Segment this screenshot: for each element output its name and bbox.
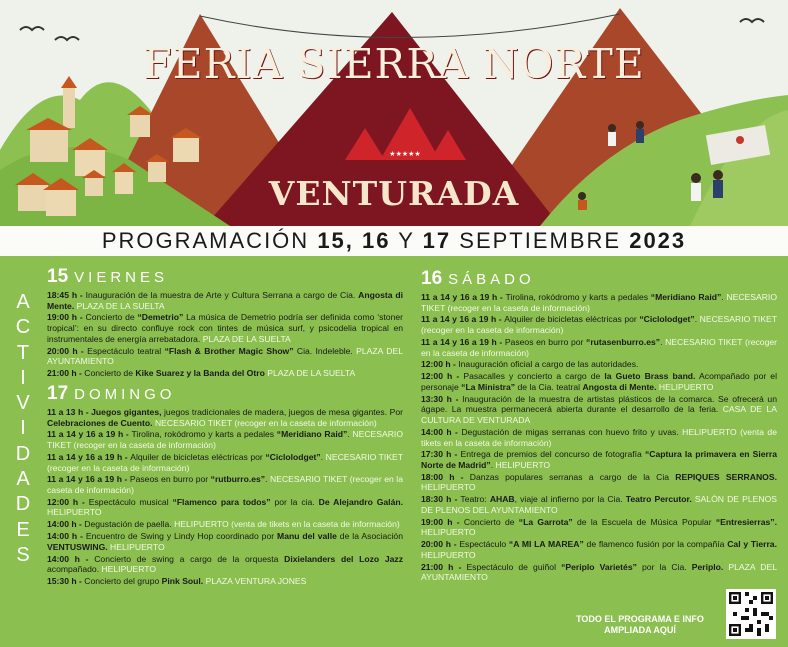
event-text: de la Escuela de Música Popular bbox=[572, 516, 716, 527]
event-time: 14:00 h - bbox=[47, 519, 85, 530]
programacion-label: PROGRAMACIÓN bbox=[101, 228, 310, 253]
event-text: Juegos gigantes, bbox=[91, 406, 162, 417]
event-item bbox=[421, 517, 777, 538]
event-text: Manu del valle bbox=[277, 531, 337, 542]
event-text: Angosta di Mente. bbox=[47, 290, 403, 311]
vertical-letter: E bbox=[16, 518, 30, 541]
date-conj: Y bbox=[398, 228, 415, 253]
event-text: acompañado. bbox=[47, 564, 102, 575]
event-text: Inauguración oficial a cargo de las autoridades. bbox=[458, 359, 639, 370]
event-text: Danzas populares serranas a cargo de la Cia bbox=[469, 471, 676, 482]
event-text: Espectáculo bbox=[459, 539, 509, 550]
event-text: Dixielanders del Lozo Jazz bbox=[284, 553, 403, 564]
event-time: 15:30 h - bbox=[47, 576, 85, 587]
event-item bbox=[421, 562, 777, 583]
event-text: “La Garrota” bbox=[518, 516, 573, 527]
event-location: NECESARIO TIKET (recoger en la caseta de información) bbox=[47, 474, 403, 495]
event-text: Inauguración de la muestra de artistas plásticos de la comarca. Se ofrecerá un ágape. La muestra permanecerá abierta durante el desarrollo de la feria. bbox=[421, 393, 777, 415]
event-text: “Meridiano Raid” bbox=[650, 292, 722, 302]
date-month: SEPTIEMBRE bbox=[459, 228, 622, 253]
event-text: de la Asociación bbox=[336, 531, 403, 542]
event-item bbox=[47, 290, 403, 311]
event-text: Paseos en burro por bbox=[129, 474, 211, 485]
event-text: Encuentro de Swing y Lindy Hop coordinado por bbox=[85, 531, 278, 542]
event-time: 11 a 14 y 16 a 19 h - bbox=[421, 336, 505, 347]
date-15: 15 bbox=[317, 228, 346, 253]
event-text: La música de Demetrio podría ser definida como ‘stoner tropical’: en su directo confluye rock con tintes de música surf, y psicodelia tropical en instrumentales de energía arrebatadora. bbox=[47, 312, 403, 344]
event-text: Concierto del grupo bbox=[84, 576, 162, 587]
event-text: REPIQUES SERRANOS. bbox=[675, 471, 777, 482]
event-text: Espectáculo teatral bbox=[87, 345, 165, 356]
day-name: VIERNES bbox=[74, 269, 168, 286]
event-text: por la cia. bbox=[270, 496, 319, 507]
event-item bbox=[421, 494, 777, 515]
event-text: Teatro Percutor. bbox=[625, 494, 692, 505]
event-location: HELIPUERTO (venta de tikets en la caseta de información) bbox=[421, 426, 777, 448]
event-time: 14:00 h - bbox=[47, 531, 86, 542]
event-text: . bbox=[660, 336, 666, 347]
event-text: Concierto de bbox=[84, 368, 136, 379]
event-text: “Meridiano Raid” bbox=[276, 429, 348, 440]
day-name: SÁBADO bbox=[448, 271, 535, 288]
qr-code-icon bbox=[729, 592, 773, 636]
event-text: “Ciclolodget” bbox=[265, 451, 321, 462]
event-location: HELIPUERTO bbox=[658, 381, 714, 392]
event-text: . bbox=[694, 314, 700, 325]
event-text: De Alejandro Galán. bbox=[318, 496, 403, 507]
event-text: de flamenco fusión por la compañía bbox=[583, 539, 728, 550]
event-item bbox=[421, 394, 777, 426]
event-text: Degustación de paella. bbox=[84, 519, 175, 530]
event-location: NECESARIO TIKET (recoger en la caseta de información) bbox=[154, 417, 377, 428]
vertical-letter: D bbox=[15, 442, 31, 465]
day-heading bbox=[47, 266, 403, 288]
event-item bbox=[47, 429, 403, 450]
event-item bbox=[421, 472, 777, 493]
qr-code[interactable] bbox=[726, 589, 776, 639]
day-name: DOMINGO bbox=[74, 385, 176, 403]
poster-title: FERIA SIERRA NORTE bbox=[143, 40, 645, 88]
event-text: Celebraciones de Cuento. bbox=[47, 417, 153, 428]
date-17: 17 bbox=[422, 228, 452, 253]
event-location: HELIPUERTO (venta de tikets en la caseta de información) bbox=[174, 519, 400, 530]
day-heading bbox=[421, 268, 777, 290]
vertical-letter: S bbox=[16, 543, 30, 566]
event-text: AHAB bbox=[489, 494, 515, 505]
qr-caption-line-1: TODO EL PROGRAMA E INFO bbox=[576, 614, 704, 624]
program-column-right bbox=[421, 268, 777, 584]
vertical-letter: I bbox=[20, 366, 26, 389]
event-location: NECESARIO TIKET (recoger en la caseta de información) bbox=[47, 429, 404, 451]
event-item bbox=[47, 554, 403, 575]
vertical-letter: D bbox=[15, 493, 31, 516]
event-text: . bbox=[490, 459, 496, 470]
event-location: NECESARIO TIKET (recoger en la caseta de información) bbox=[421, 314, 778, 336]
event-location: HELIPUERTO bbox=[421, 527, 476, 538]
event-text: “Entresierras”. bbox=[715, 516, 777, 527]
event-time: 14:00 h - bbox=[421, 426, 462, 437]
event-text: “Demetrio” bbox=[137, 312, 184, 323]
event-location: PLAZA DEL AYUNTAMIENTO bbox=[421, 561, 777, 583]
event-time: 21:00 h - bbox=[47, 368, 85, 379]
day-heading bbox=[47, 383, 403, 405]
event-location: CASA DE LA CULTURA DE VENTURADA bbox=[421, 404, 777, 426]
event-location: NECESARIO TIKET (recoger en la caseta de información) bbox=[47, 451, 404, 473]
event-text: “rutburro.es” bbox=[210, 474, 266, 485]
hero-illustration bbox=[0, 0, 788, 226]
event-text: juegos tradicionales de madera, juegos de mesa gigantes. Por bbox=[161, 406, 404, 417]
event-text: Concierto de bbox=[463, 516, 519, 527]
vertical-letter: A bbox=[16, 291, 30, 313]
event-item bbox=[421, 371, 777, 392]
event-location: HELIPUERTO bbox=[421, 482, 476, 493]
event-text: . bbox=[265, 474, 270, 485]
vertical-letter: T bbox=[16, 341, 30, 364]
event-time: 19:00 h - bbox=[421, 516, 464, 527]
event-text: “Flamenco para todos” bbox=[172, 496, 271, 507]
event-item bbox=[421, 427, 777, 448]
date-year: 2023 bbox=[629, 228, 687, 253]
event-item bbox=[47, 346, 403, 367]
event-time: 18:00 h - bbox=[421, 471, 470, 482]
event-item bbox=[47, 497, 403, 518]
event-time: 11 a 14 y 16 a 19 h - bbox=[421, 292, 506, 302]
day-number: 16 bbox=[421, 268, 443, 289]
event-item bbox=[421, 337, 777, 358]
vertical-letter: C bbox=[15, 316, 31, 339]
event-location: SALÓN DE PLENOS DE PLENOS DEL AYUNTAMIENTO bbox=[421, 494, 777, 515]
event-text: Paseos en burro por bbox=[504, 336, 587, 347]
event-item bbox=[47, 368, 403, 379]
event-text: “A MI LA MAREA” bbox=[508, 539, 584, 550]
program-column-left bbox=[47, 266, 403, 588]
event-text: por la Cia. bbox=[636, 561, 692, 572]
event-text: Inauguración de la muestra de Arte y Cultura Serrana a cargo de Cia. bbox=[85, 290, 359, 300]
event-location: PLAZA DE LA SUELTA bbox=[202, 333, 291, 344]
event-text: de la Cia. teatral bbox=[515, 381, 583, 392]
event-text: Periplo. bbox=[691, 561, 724, 572]
event-location: PLAZA DEL AYUNTAMIENTO bbox=[47, 345, 403, 367]
event-location: HELIPUERTO bbox=[101, 564, 157, 575]
event-text: Degustación de migas serranas con huevo frito y uvas. bbox=[461, 426, 683, 437]
event-text: . bbox=[320, 451, 326, 462]
event-time: 12:00 h - bbox=[421, 359, 459, 370]
date-16: 16 bbox=[362, 228, 391, 253]
event-item bbox=[421, 449, 777, 470]
event-text: Tirolina, rokódromo y karts a pedales bbox=[131, 429, 277, 440]
event-location: HELIPUERTO bbox=[47, 507, 102, 518]
event-item bbox=[421, 314, 777, 335]
event-item bbox=[47, 519, 403, 530]
event-text: la Gueto Brass band. bbox=[604, 371, 696, 382]
event-item bbox=[47, 407, 403, 428]
event-text: Teatro: bbox=[460, 494, 490, 505]
event-location: HELIPUERTO bbox=[421, 549, 476, 560]
event-item bbox=[47, 312, 403, 344]
event-text: Alquiler de bicicletas eléctricas por bbox=[504, 314, 640, 325]
event-location: HELIPUERTO bbox=[110, 541, 165, 552]
event-text: Pink Soul. bbox=[161, 576, 204, 587]
vertical-letter: A bbox=[16, 468, 30, 491]
event-location: PLAZA DE LA SUELTA bbox=[76, 300, 165, 311]
event-text: “La Ministra” bbox=[461, 381, 516, 392]
event-item bbox=[47, 452, 403, 473]
event-item bbox=[47, 474, 403, 495]
event-time: 13:30 h - bbox=[421, 393, 463, 404]
qr-caption bbox=[560, 614, 720, 636]
event-location: PLAZA VENTURA JONES bbox=[205, 576, 307, 587]
event-time: 12:00 h - bbox=[47, 496, 89, 507]
event-text: , viaje al infierno por la Cia. bbox=[514, 494, 626, 505]
day-number: 17 bbox=[47, 382, 69, 404]
event-item bbox=[47, 531, 403, 552]
event-text: “Ciclolodget” bbox=[639, 314, 695, 325]
event-time: 20:00 h - bbox=[421, 539, 460, 550]
event-time: 11 a 14 y 16 a 19 h - bbox=[421, 314, 505, 325]
event-text: Kike Suarez y la Banda del Otro bbox=[135, 368, 265, 379]
event-text: Acompañado por el personaje bbox=[421, 371, 777, 392]
event-text: Espectáculo de guiñol bbox=[466, 561, 562, 572]
town-name: VENTURADA bbox=[268, 174, 520, 213]
event-time: 18:30 h - bbox=[421, 494, 461, 505]
event-text: Concierto de bbox=[85, 312, 138, 323]
date-banner bbox=[0, 226, 788, 256]
event-time: 17:30 h - bbox=[421, 449, 461, 460]
event-time: 11 a 13 h - bbox=[47, 406, 92, 417]
event-item bbox=[421, 539, 777, 560]
event-location: NECESARIO TIKET (recoger en la caseta de información) bbox=[421, 336, 777, 358]
event-time: 11 a 14 y 16 a 19 h - bbox=[47, 474, 130, 485]
event-text: Cia. Indeleble. bbox=[293, 345, 357, 356]
event-text: Alquiler de bicicletas eléctricas por bbox=[130, 451, 266, 462]
event-text: . bbox=[721, 292, 727, 302]
vertical-letter: I bbox=[20, 417, 26, 440]
event-time: 12:00 h - bbox=[421, 371, 464, 382]
date-comma: , bbox=[345, 228, 354, 253]
event-time: 11 a 14 y 16 a 19 h - bbox=[47, 429, 132, 440]
svg-text:★★★★★: ★★★★★ bbox=[389, 150, 421, 158]
event-time: 20:00 h - bbox=[47, 345, 88, 356]
event-text: Entrega de premios del concurso de fotografía bbox=[460, 449, 645, 460]
event-text: “Flash & Brother Magic Show” bbox=[164, 345, 294, 356]
event-text: “Periplo Varietés” bbox=[561, 561, 637, 572]
event-item bbox=[421, 292, 777, 313]
event-time: 21:00 h - bbox=[421, 561, 467, 572]
event-item bbox=[47, 576, 403, 587]
event-text: “Captura la primavera en Sierra Norte de Madrid” bbox=[421, 449, 777, 470]
event-time: 19:00 h - bbox=[47, 312, 86, 323]
event-text: “rutasenburro.es” bbox=[586, 336, 661, 347]
vertical-letter: V bbox=[16, 392, 30, 415]
event-text: Cal y Tierra. bbox=[727, 539, 777, 550]
day-number: 15 bbox=[47, 266, 69, 287]
event-time: 14:00 h - bbox=[47, 553, 95, 564]
event-text: Espectáculo musical bbox=[88, 496, 173, 507]
event-location: NECESARIO TIKET (recoger en la caseta de información) bbox=[421, 292, 778, 313]
event-text: Concierto de swing a cargo de la orquesta bbox=[94, 553, 285, 564]
event-time: 18:45 h - bbox=[47, 290, 86, 300]
event-text: Angosta di Mente. bbox=[582, 381, 657, 392]
event-text: Pasacalles y concierto a cargo de bbox=[463, 371, 605, 382]
qr-caption-line-2: AMPLIADA AQUÍ bbox=[604, 625, 676, 635]
event-text: . bbox=[347, 429, 353, 440]
event-location: PLAZA DE LA SUELTA bbox=[267, 368, 356, 379]
event-item bbox=[421, 359, 777, 370]
event-time: 11 a 14 y 16 a 19 h - bbox=[47, 451, 131, 462]
event-location: HELIPUERTO bbox=[495, 459, 551, 470]
actividades-vertical-label bbox=[9, 290, 37, 568]
event-text: Tirolina, rokódromo y karts a pedales bbox=[505, 292, 651, 302]
event-text: VENTUSWING. bbox=[47, 541, 108, 552]
